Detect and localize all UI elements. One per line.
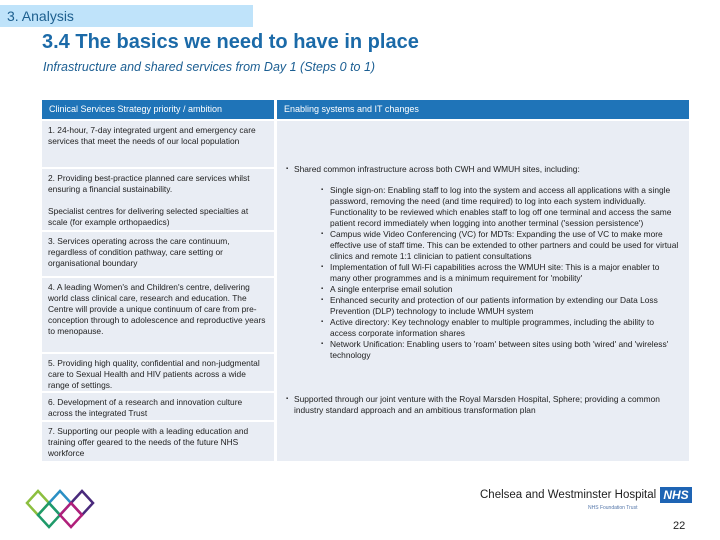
priority-row-6 <box>42 393 274 420</box>
list-item: ▪ Campus wide Video Conferencing (VC) for MDTs: Expanding the use of VC to make more effective use of staff time. This can be extended to other partners and could be used for virtual clinics and remote 1:1 clinician to patient consultations <box>321 229 681 262</box>
diamond-logo-icon <box>25 488 97 530</box>
priority-row-1 <box>42 121 274 167</box>
priority-text: Specialist centres for delivering selected specialties at scale (for example orthopaedics) <box>48 206 249 227</box>
list-item: ▪ Enhanced security and protection of our patients information by extending our Data Loss Prevention (DLP) technology to include WMUH system <box>321 295 681 317</box>
section-label: 3. Analysis <box>0 5 253 27</box>
priority-row-3 <box>42 232 274 276</box>
priority-text: 4. A leading Women's and Children's centre, delivering world class clinical care, research and education. The Centre will provide a unique continuum of care from pre-conception through to adolescence and reproductive years to menopause. <box>48 282 266 336</box>
priority-text: 3. Services operating across the care continuum, regardless of condition pathway, care setting or organisational boundary <box>48 236 230 268</box>
foundation-trust-label: NHS Foundation Trust <box>588 505 638 511</box>
column-header-priority: Clinical Services Strategy priority / ambition <box>42 100 274 119</box>
trust-name: Chelsea and Westminster Hospital <box>480 489 657 501</box>
list-item: ▪ Active directory: Key technology enabler to multiple programmes, including the ability to access corporate information shares <box>321 317 681 339</box>
priority-text: 6. Development of a research and innovation culture across the integrated Trust <box>48 397 243 418</box>
page-number: 22 <box>673 520 686 532</box>
priority-text: 5. Providing high quality, confidential and non-judgmental care to Sexual Health and HIV patients across a wide range of settings. <box>48 358 260 390</box>
priority-row-5 <box>42 354 274 391</box>
list-item: ▪ Implementation of full Wi-Fi capabilities across the WMUH site: This is a major enabler to many other programmes and is a minimum requirement for 'mobility' <box>321 262 681 284</box>
page-subtitle: Infrastructure and shared services from Day 1 (Steps 0 to 1) <box>43 60 376 74</box>
nhs-logo: NHS <box>660 487 692 503</box>
list-item: ▪ Single sign-on: Enabling staff to log into the system and access all applications with a single password, removing the need (and time required) to log into each system individually. Functionality to be reviewed which enables staff to log off one terminal and access the same patient record immediately when logging into another terminal ('session persistence') <box>321 185 681 229</box>
list-item: ▪ Network Unification: Enabling users to 'roam' between sites using both 'wired' and 'wireless' technology <box>321 339 681 361</box>
enabling-cell <box>277 121 689 461</box>
priority-text: 1. 24-hour, 7-day integrated urgent and emergency care services that meet the needs of our local population <box>48 125 256 146</box>
bullet-shared-infrastructure: ▪ Shared common infrastructure across both CWH and WMUH sites, including: <box>286 164 689 175</box>
page-title: 3.4 The basics we need to have in place <box>42 31 419 53</box>
priority-row-4 <box>42 278 274 352</box>
priority-text: 2. Providing best-practice planned care services whilst ensuring a financial sustainability. <box>48 173 250 194</box>
priority-row-2 <box>42 169 274 230</box>
bullet-sphere: ▪ Supported through our joint venture with the Royal Marsden Hospital, Sphere; providing a common industry standard approach and an ambitious transformation plan <box>286 394 689 416</box>
column-header-enabling: Enabling systems and IT changes <box>277 100 689 119</box>
list-item: ▪ A single enterprise email solution <box>321 284 681 295</box>
priority-text: 7. Supporting our people with a leading education and training offer geared to the needs of the future NHS workforce <box>48 426 249 458</box>
priority-row-7 <box>42 422 274 461</box>
infrastructure-list <box>321 185 681 361</box>
